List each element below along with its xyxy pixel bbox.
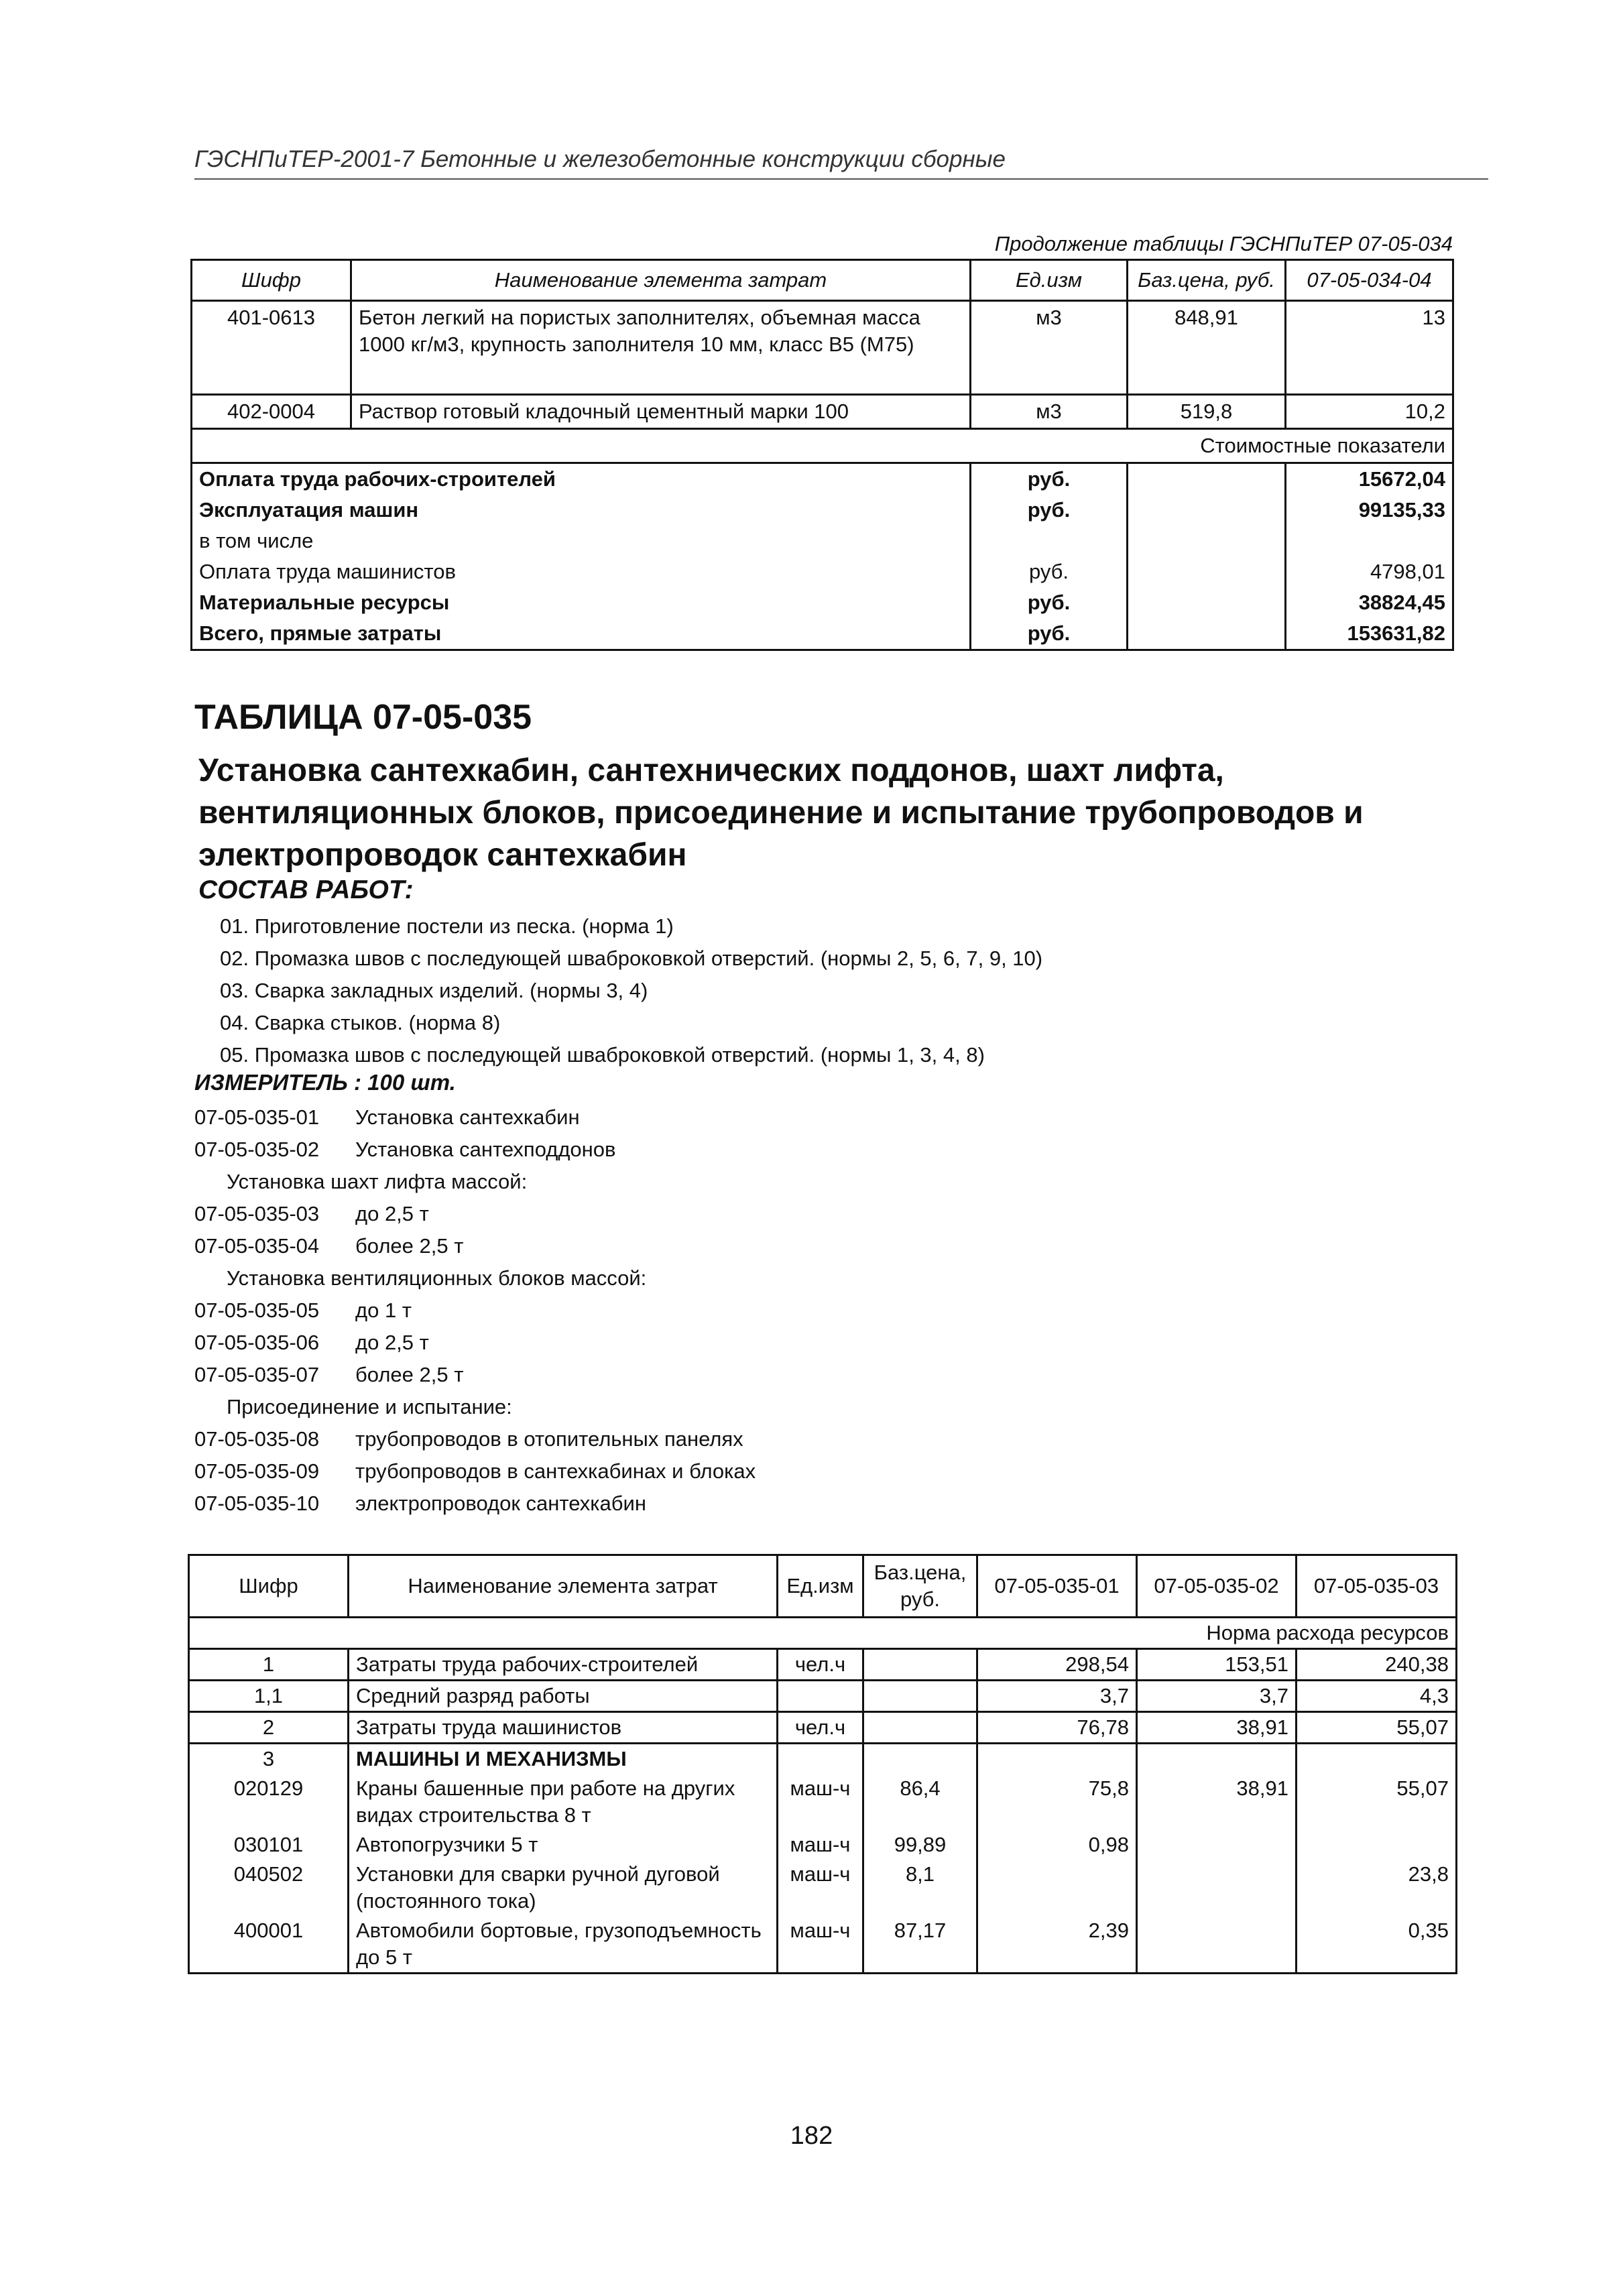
norm-code: 07-05-035-03	[194, 1202, 320, 1225]
col-norm: 07-05-034-04	[1286, 260, 1453, 301]
row-code: 400001	[189, 1916, 349, 1974]
col-code: Шифр	[189, 1555, 349, 1618]
summary-price	[1128, 463, 1286, 495]
work-composition-list	[220, 910, 1042, 1071]
table-row	[189, 1774, 1457, 1830]
list-item: 02. Промазка швов с последующей шваброковкой отверстий. (нормы 2, 5, 6, 7, 9, 10)	[220, 947, 1043, 970]
row-price	[863, 1744, 977, 1774]
norm-item	[194, 1488, 756, 1520]
col-norm-03: 07-05-035-03	[1297, 1555, 1457, 1618]
summary-name: Эксплуатация машин	[192, 495, 971, 526]
norm-code: 07-05-035-08	[194, 1427, 320, 1451]
row-unit: м3	[971, 395, 1128, 429]
row-price	[863, 1649, 977, 1681]
row-v3: 55,07	[1297, 1774, 1457, 1830]
norm-group-text: Установка шахт лифта массой:	[227, 1170, 528, 1193]
row-v2: 38,91	[1137, 1774, 1297, 1830]
norm-text: электропроводок сантехкабин	[355, 1492, 646, 1515]
row-price	[863, 1681, 977, 1712]
row-v1: 298,54	[977, 1649, 1137, 1681]
row-price: 8,1	[863, 1860, 977, 1916]
table-row	[189, 1830, 1457, 1860]
row-code: 020129	[189, 1774, 349, 1830]
list-item: 03. Сварка закладных изделий. (нормы 3, 4)	[220, 979, 648, 1002]
col-price: Баз.цена, руб.	[863, 1555, 977, 1618]
norm-item	[194, 1455, 756, 1488]
summary-price	[1128, 556, 1286, 587]
summary-name: Оплата труда машинистов	[192, 556, 971, 587]
row-v1: 75,8	[977, 1774, 1137, 1830]
row-price: 99,89	[863, 1830, 977, 1860]
col-price: Баз.цена, руб.	[1128, 260, 1286, 301]
row-v1: 76,78	[977, 1712, 1137, 1744]
work-composition-title: СОСТАВ РАБОТ:	[198, 875, 414, 904]
norm-code: 07-05-035-10	[194, 1492, 320, 1515]
summary-unit: руб.	[971, 587, 1128, 618]
summary-price	[1128, 587, 1286, 618]
row-v2	[1137, 1916, 1297, 1974]
row-unit: м3	[971, 301, 1128, 395]
table-row	[192, 301, 1453, 395]
row-v2: 3,7	[1137, 1681, 1297, 1712]
summary-row	[192, 463, 1453, 495]
col-unit: Ед.изм	[971, 260, 1128, 301]
row-price: 87,17	[863, 1916, 977, 1974]
summary-unit: руб.	[971, 618, 1128, 650]
row-v1: 2,39	[977, 1916, 1137, 1974]
norm-text: более 2,5 т	[355, 1363, 464, 1386]
table-row	[189, 1916, 1457, 1974]
norm-item	[194, 1327, 756, 1359]
row-v3: 4,3	[1297, 1681, 1457, 1712]
summary-unit: руб.	[971, 463, 1128, 495]
list-item: 01. Приготовление постели из песка. (норма 1)	[220, 914, 674, 938]
row-unit: чел.ч	[778, 1649, 863, 1681]
row-value: 10,2	[1286, 395, 1453, 429]
summary-row	[192, 618, 1453, 650]
row-v3	[1297, 1744, 1457, 1774]
norm-item	[194, 1230, 756, 1262]
row-price: 86,4	[863, 1774, 977, 1830]
summary-value: 4798,01	[1286, 556, 1453, 587]
summary-row	[192, 556, 1453, 587]
summary-name: Оплата труда рабочих-строителей	[192, 463, 971, 495]
row-code: 402-0004	[192, 395, 351, 429]
norm-code: 07-05-035-09	[194, 1459, 320, 1483]
row-v1	[977, 1744, 1137, 1774]
norm-text: Установка сантехкабин	[355, 1105, 580, 1129]
continuation-table	[190, 259, 1454, 651]
norm-text: до 2,5 т	[355, 1202, 429, 1225]
row-unit: маш-ч	[778, 1860, 863, 1916]
norm-text: Установка сантехподдонов	[355, 1138, 616, 1161]
row-unit: маш-ч	[778, 1830, 863, 1860]
norm-group-text: Присоединение и испытание:	[227, 1395, 512, 1418]
norm-text: до 2,5 т	[355, 1331, 429, 1354]
row-name: МАШИНЫ И МЕХАНИЗМЫ	[349, 1744, 778, 1774]
row-code: 3	[189, 1744, 349, 1774]
norm-text: более 2,5 т	[355, 1234, 464, 1258]
resources-table	[188, 1554, 1457, 1974]
row-unit: маш-ч	[778, 1916, 863, 1974]
summary-value: 38824,45	[1286, 587, 1453, 618]
norm-group-text: Установка вентиляционных блоков массой:	[227, 1266, 647, 1290]
row-code: 1,1	[189, 1681, 349, 1712]
row-code: 040502	[189, 1860, 349, 1916]
row-name: Краны башенные при работе на других видах строительства 8 т	[349, 1774, 778, 1830]
row-price	[863, 1712, 977, 1744]
row-unit: чел.ч	[778, 1712, 863, 1744]
norm-item	[194, 1198, 756, 1230]
table-name: Установка сантехкабин, сантехнических поддонов, шахт лифта, вентиляционных блоков, присоединение и испытание трубопроводов и электропроводок сантехкабин	[198, 753, 1364, 873]
norm-code: 07-05-035-04	[194, 1234, 320, 1258]
norm-code: 07-05-035-05	[194, 1298, 320, 1322]
row-name: Бетон легкий на пористых заполнителях, объемная масса 1000 кг/м3, крупность заполнителя 10 мм, класс В5 (М75)	[351, 301, 971, 395]
row-v3: 0,35	[1297, 1916, 1457, 1974]
row-name: Средний разряд работы	[349, 1681, 778, 1712]
norm-item	[194, 1423, 756, 1455]
row-v2	[1137, 1860, 1297, 1916]
table-number: ТАБЛИЦА 07-05-035	[194, 698, 532, 737]
row-unit	[778, 1744, 863, 1774]
col-unit: Ед.изм	[778, 1555, 863, 1618]
row-v2	[1137, 1744, 1297, 1774]
table-row	[189, 1681, 1457, 1712]
row-v1	[977, 1860, 1137, 1916]
continuation-caption: Продолжение таблицы ГЭСНПиТЕР 07-05-034	[994, 232, 1453, 255]
norm-code: 07-05-035-02	[194, 1138, 320, 1161]
row-name: Затраты труда машинистов	[349, 1712, 778, 1744]
summary-unit: руб.	[971, 556, 1128, 587]
summary-value: 99135,33	[1286, 495, 1453, 526]
summary-price	[1128, 526, 1286, 556]
row-code: 401-0613	[192, 301, 351, 395]
col-code: Шифр	[192, 260, 351, 301]
summary-row	[192, 587, 1453, 618]
summary-name: Материальные ресурсы	[192, 587, 971, 618]
norm-group	[194, 1166, 756, 1198]
summary-unit: руб.	[971, 495, 1128, 526]
row-v1: 0,98	[977, 1830, 1137, 1860]
summary-price	[1128, 495, 1286, 526]
table-row	[189, 1744, 1457, 1774]
row-v2	[1137, 1830, 1297, 1860]
norm-item	[194, 1134, 756, 1166]
row-code: 1	[189, 1649, 349, 1681]
summary-value: 153631,82	[1286, 618, 1453, 650]
row-v2: 38,91	[1137, 1712, 1297, 1744]
norm-code: 07-05-035-06	[194, 1331, 320, 1354]
summary-value	[1286, 526, 1453, 556]
summary-row	[192, 526, 1453, 556]
row-code: 030101	[189, 1830, 349, 1860]
norm-label: Норма расхода ресурсов	[189, 1618, 1457, 1649]
norm-group	[194, 1262, 756, 1294]
row-v3: 55,07	[1297, 1712, 1457, 1744]
row-v1: 3,7	[977, 1681, 1137, 1712]
page-header: ГЭСНПиТЕР-2001-7 Бетонные и железобетонные конструкции сборные	[194, 146, 1488, 180]
row-v3: 23,8	[1297, 1860, 1457, 1916]
norm-label-row	[189, 1618, 1457, 1649]
row-name: Раствор готовый кладочный цементный марки 100	[351, 395, 971, 429]
summary-name: Всего, прямые затраты	[192, 618, 971, 650]
col-name: Наименование элемента затрат	[349, 1555, 778, 1618]
summary-value: 15672,04	[1286, 463, 1453, 495]
norm-item	[194, 1359, 756, 1391]
list-item: 04. Сварка стыков. (норма 8)	[220, 1011, 501, 1034]
table-row	[189, 1860, 1457, 1916]
summary-price	[1128, 618, 1286, 650]
row-name: Автопогрузчики 5 т	[349, 1830, 778, 1860]
norm-item	[194, 1101, 756, 1134]
col-norm-01: 07-05-035-01	[977, 1555, 1137, 1618]
list-item: 05. Промазка швов с последующей шваброковкой отверстий. (нормы 1, 3, 4, 8)	[220, 1043, 985, 1067]
norm-item	[194, 1294, 756, 1327]
norm-group	[194, 1391, 756, 1423]
norm-code: 07-05-035-01	[194, 1105, 320, 1129]
col-norm-02: 07-05-035-02	[1137, 1555, 1297, 1618]
summary-unit	[971, 526, 1128, 556]
row-v2: 153,51	[1137, 1649, 1297, 1681]
measure-unit: ИЗМЕРИТЕЛЬ : 100 шт.	[194, 1070, 456, 1095]
row-unit: маш-ч	[778, 1774, 863, 1830]
row-v3: 240,38	[1297, 1649, 1457, 1681]
norm-text: трубопроводов в отопительных панелях	[355, 1427, 743, 1451]
row-price: 519,8	[1128, 395, 1286, 429]
summary-name: в том числе	[192, 526, 971, 556]
norm-text: трубопроводов в сантехкабинах и блоках	[355, 1459, 756, 1483]
norm-text: до 1 т	[355, 1298, 412, 1322]
page-number: 182	[790, 2122, 833, 2150]
row-unit	[778, 1681, 863, 1712]
row-price: 848,91	[1128, 301, 1286, 395]
norm-code: 07-05-035-07	[194, 1363, 320, 1386]
cost-indicators-row	[192, 429, 1453, 463]
row-name: Автомобили бортовые, грузоподъемность до 5 т	[349, 1916, 778, 1974]
cost-indicators-label: Стоимостные показатели	[192, 429, 1453, 463]
row-name: Затраты труда рабочих-строителей	[349, 1649, 778, 1681]
summary-row	[192, 495, 1453, 526]
row-v3	[1297, 1830, 1457, 1860]
row-code: 2	[189, 1712, 349, 1744]
col-name: Наименование элемента затрат	[351, 260, 971, 301]
norm-list	[194, 1101, 756, 1520]
table-row	[192, 395, 1453, 429]
table-row	[189, 1712, 1457, 1744]
table-row	[189, 1649, 1457, 1681]
row-value: 13	[1286, 301, 1453, 395]
row-name: Установки для сварки ручной дуговой (постоянного тока)	[349, 1860, 778, 1916]
